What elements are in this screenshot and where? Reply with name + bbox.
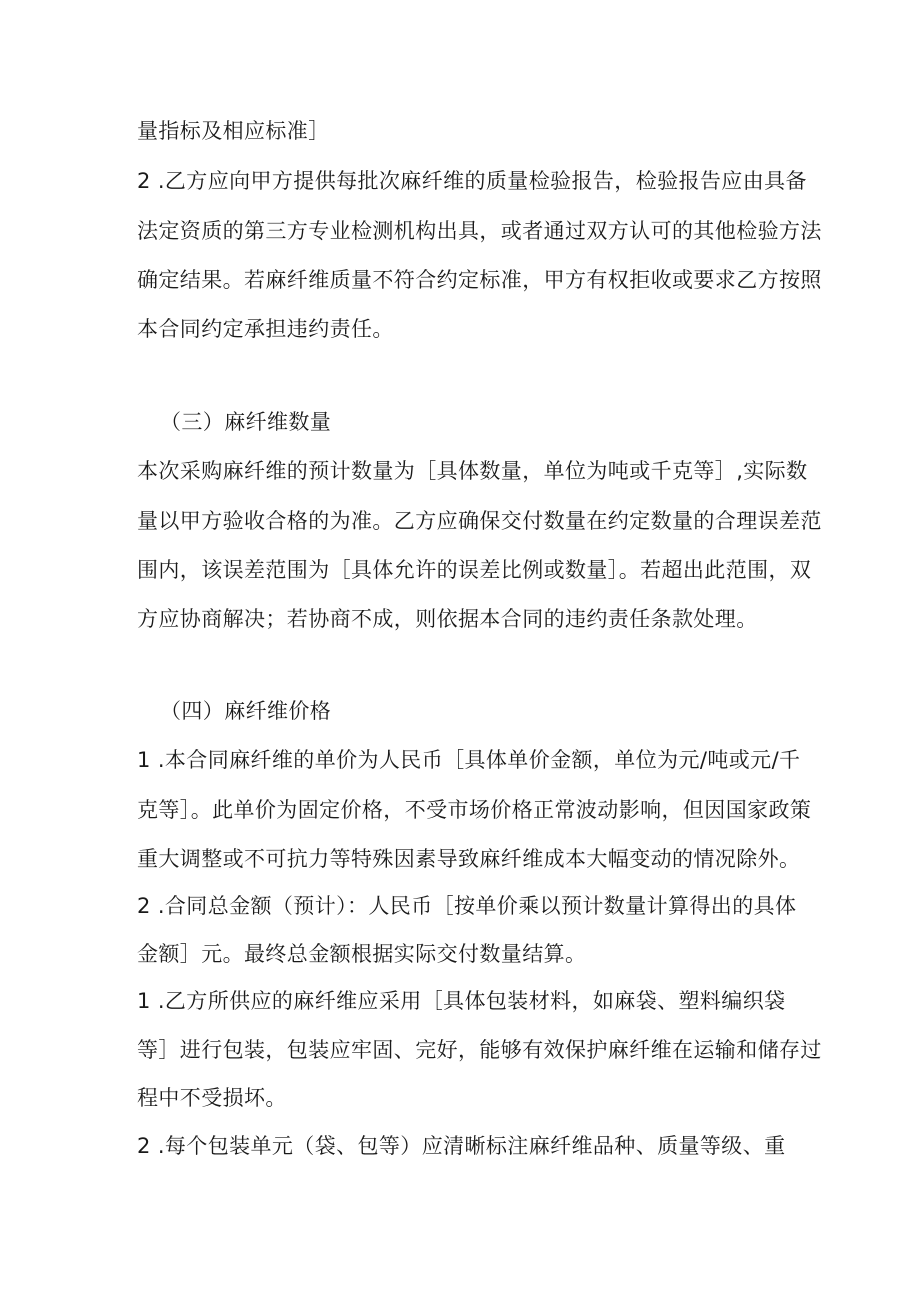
text-line: 法定资质的第三方专业检测机构出具，或者通过双方认可的其他检验方法 xyxy=(137,219,822,243)
section-heading-price: （四）麻纤维价格 xyxy=(160,699,332,723)
section-heading-quantity: （三）麻纤维数量 xyxy=(160,410,332,434)
text-line: 本合同约定承担违约责任。 xyxy=(137,317,394,341)
text-line: 重大调整或不可抗力等特殊因素导致麻纤维成本大幅变动的情况除外。 xyxy=(137,847,801,871)
text-line: 克等］。此单价为固定价格，不受市场价格正常波动影响，但因国家政策 xyxy=(137,798,812,822)
text-line: 金额］元。最终总金额根据实际交付数量结算。 xyxy=(137,942,587,966)
text-line: 1 .乙方所供应的麻纤维应采用［具体包装材料，如麻袋、塑料编织袋 xyxy=(137,989,786,1013)
text-line: 本次采购麻纤维的预计数量为［具体数量，单位为吨或千克等］,实际数 xyxy=(137,459,808,483)
text-line: 量指标及相应标准］ xyxy=(137,119,330,143)
text-line: 1 .本合同麻纤维的单价为人民币［具体单价金额，单位为元/吨或元/千 xyxy=(137,748,801,772)
text-line: 量以甲方验收合格的为准。乙方应确保交付数量在约定数量的合理误差范 xyxy=(137,509,822,533)
text-line: 确定结果。若麻纤维质量不符合约定标准，甲方有权拒收或要求乙方按照 xyxy=(137,268,822,292)
text-line: 2 .合同总金额（预计）：人民币［按单价乘以预计数量计算得出的具体 xyxy=(137,894,797,918)
text-line: 程中不受损坏。 xyxy=(137,1086,287,1110)
text-line: 围内，该误差范围为［具体允许的误差比例或数量］。若超出此范围，双 xyxy=(137,558,812,582)
text-line: 等］进行包装，包装应牢固、完好，能够有效保护麻纤维在运输和储存过 xyxy=(137,1038,822,1062)
text-line: 2 .乙方应向甲方提供每批次麻纤维的质量检验报告，检验报告应由具备 xyxy=(137,169,807,193)
text-line: 2 .每个包装单元（袋、包等）应清晰标注麻纤维品种、质量等级、重 xyxy=(137,1134,786,1158)
text-line: 方应协商解决；若协商不成，则依据本合同的违约责任条款处理。 xyxy=(137,607,758,631)
